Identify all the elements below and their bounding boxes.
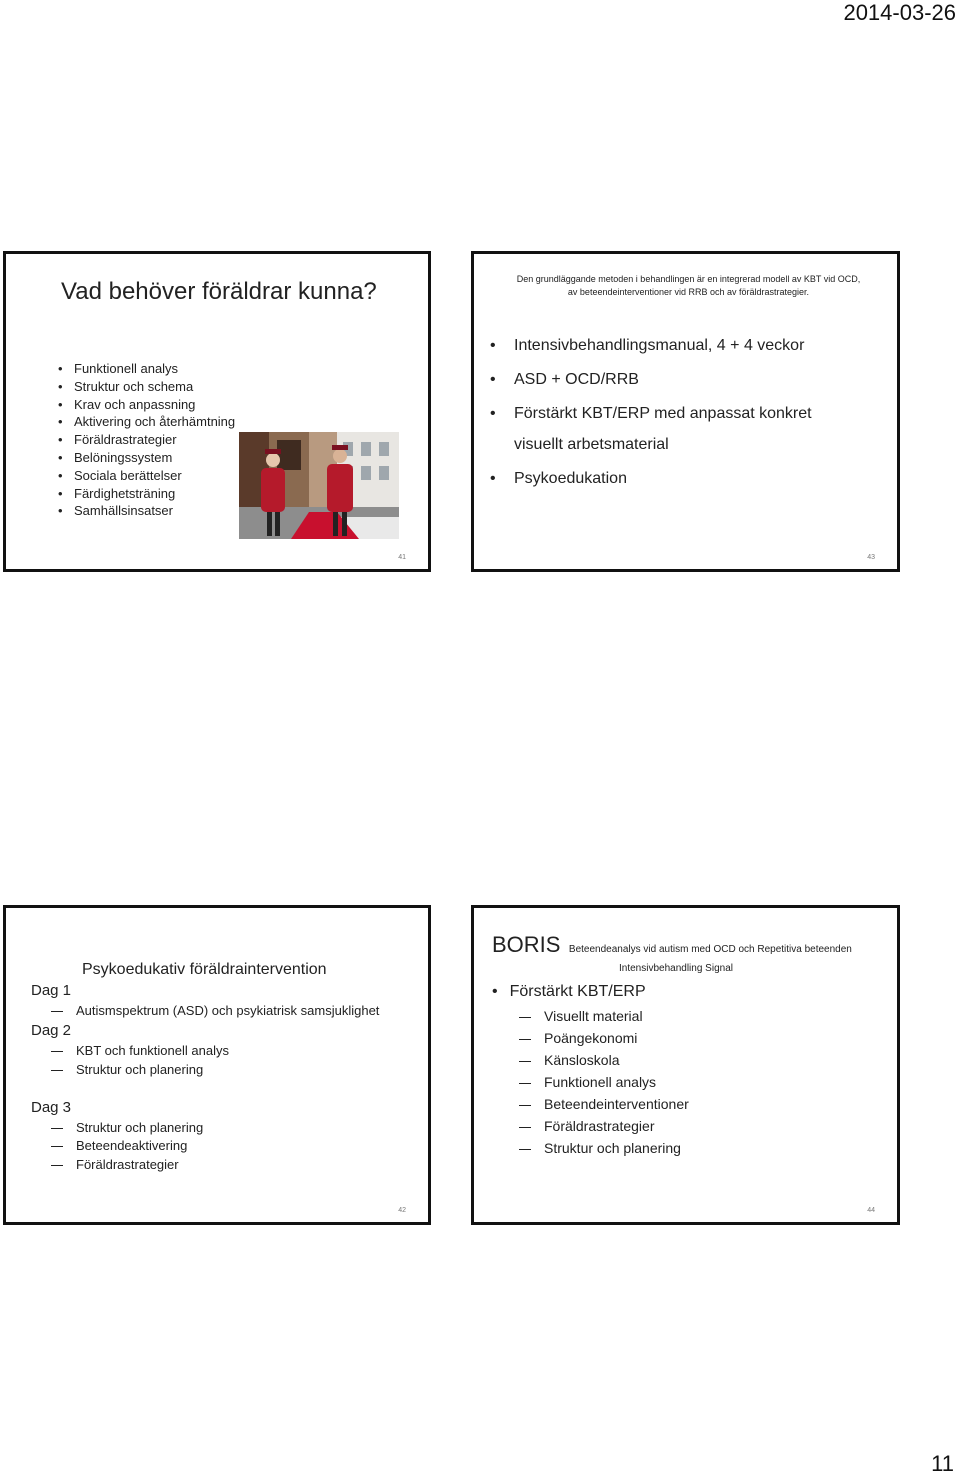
list-item: • Belöningssystem — [54, 449, 235, 467]
sub-item — [519, 1140, 681, 1156]
sub-item — [519, 1074, 656, 1090]
bullet-icon: • — [492, 983, 498, 1000]
dash-icon — [519, 1039, 531, 1040]
day-item-label: Beteendeaktivering — [76, 1138, 188, 1153]
page-number: 11 — [931, 1451, 954, 1476]
dash-icon — [519, 1105, 531, 1106]
list-item: • Krav och anpassning — [54, 396, 235, 414]
sub-item-label: Poängekonomi — [544, 1030, 638, 1046]
slide-number: 43 — [867, 554, 875, 561]
sub-item-label: Beteendeinterventioner — [544, 1096, 689, 1112]
sub-item — [519, 1118, 655, 1134]
dash-icon — [519, 1149, 531, 1150]
list-item: • Föräldrastrategier — [54, 431, 235, 449]
sub-item-label: Känsloskola — [544, 1052, 620, 1068]
list-item: • Färdighetsträning — [54, 485, 235, 503]
intro-line: av beteendeinterventioner vid RRB och av föräldrastrategier. — [567, 287, 810, 297]
day-item-label: Föräldrastrategier — [76, 1157, 179, 1172]
slide-title: Vad behöver föräldrar kunna? — [61, 278, 377, 305]
slide-number: 44 — [867, 1207, 875, 1214]
day-item-label: KBT och funktionell analys — [76, 1043, 229, 1058]
slide-title: Psykoedukativ föräldraintervention — [82, 961, 327, 978]
dash-icon — [519, 1127, 531, 1128]
intro-line: Den grundläggande metoden i behandlingen är en integrerad modell av KBT vid OCD, — [516, 274, 861, 284]
sub-item — [519, 1052, 620, 1068]
list-item: • Intensivbehandlingsmanual, 4 + 4 veckor — [486, 337, 812, 355]
dash-icon — [51, 1146, 63, 1147]
slide-intro — [484, 273, 893, 299]
list-item-continuation: visuellt arbetsmaterial — [514, 436, 669, 453]
sub-item — [519, 1030, 637, 1046]
sub-item-label: Struktur och planering — [544, 1140, 681, 1156]
list-item: • Förstärkt KBT/ERP med anpassat konkret — [486, 405, 812, 423]
day-item-label: Struktur och planering — [76, 1120, 204, 1135]
bullet-list — [54, 360, 235, 520]
slide-title — [492, 932, 852, 958]
day-item — [51, 1157, 179, 1172]
sub-item — [519, 1008, 643, 1024]
slide-subtitle-2: Intensivbehandling Signal — [619, 963, 733, 974]
slide-41 — [3, 251, 431, 572]
day-item — [51, 1062, 203, 1077]
sub-item-label: Funktionell analys — [544, 1074, 657, 1090]
day-item-label: Struktur och planering — [76, 1062, 204, 1077]
slide-42 — [3, 905, 431, 1225]
slide-number: 41 — [398, 554, 406, 561]
list-item: • Aktivering och återhämtning — [54, 413, 235, 431]
list-item: • Funktionell analys — [54, 360, 235, 378]
dash-icon — [51, 1128, 63, 1129]
day-heading: Dag 2 — [31, 1022, 72, 1039]
slide-number: 42 — [398, 1207, 406, 1214]
day-item — [51, 1138, 187, 1153]
list-item: • Samhällsinsatser — [54, 502, 235, 520]
dash-icon — [519, 1017, 531, 1018]
dash-icon — [51, 1011, 63, 1012]
day-item-label: Autismspektrum (ASD) och psykiatrisk samsjuklighet — [76, 1003, 380, 1018]
day-heading: Dag 1 — [31, 982, 72, 999]
doormen-photo — [239, 432, 399, 539]
slide-title-main: BORIS — [492, 932, 561, 957]
sub-item — [519, 1096, 689, 1112]
dash-icon — [519, 1083, 531, 1084]
list-item: • Sociala berättelser — [54, 467, 235, 485]
slide-43 — [471, 251, 900, 572]
list-item — [492, 983, 646, 1001]
day-item — [51, 1043, 229, 1058]
list-item: • Psykoedukation — [486, 470, 812, 488]
day-item — [51, 1003, 379, 1018]
sub-item-label: Föräldrastrategier — [544, 1118, 655, 1134]
day-heading: Dag 3 — [31, 1099, 72, 1116]
dash-icon — [519, 1061, 531, 1062]
list-item-label: Förstärkt KBT/ERP — [509, 983, 646, 1000]
bullet-list — [486, 337, 812, 488]
slide-44 — [471, 905, 900, 1225]
sub-item-label: Visuellt material — [544, 1008, 643, 1024]
slide-subtitle: Beteendeanalys vid autism med OCD och Repetitiva beteenden — [568, 944, 852, 955]
dash-icon — [51, 1070, 63, 1071]
day-item — [51, 1120, 203, 1135]
dash-icon — [51, 1051, 63, 1052]
list-item: • Struktur och schema — [54, 378, 235, 396]
page-date: 2014-03-26 — [843, 0, 956, 25]
dash-icon — [51, 1165, 63, 1166]
list-item: • ASD + OCD/RRB — [486, 371, 812, 389]
